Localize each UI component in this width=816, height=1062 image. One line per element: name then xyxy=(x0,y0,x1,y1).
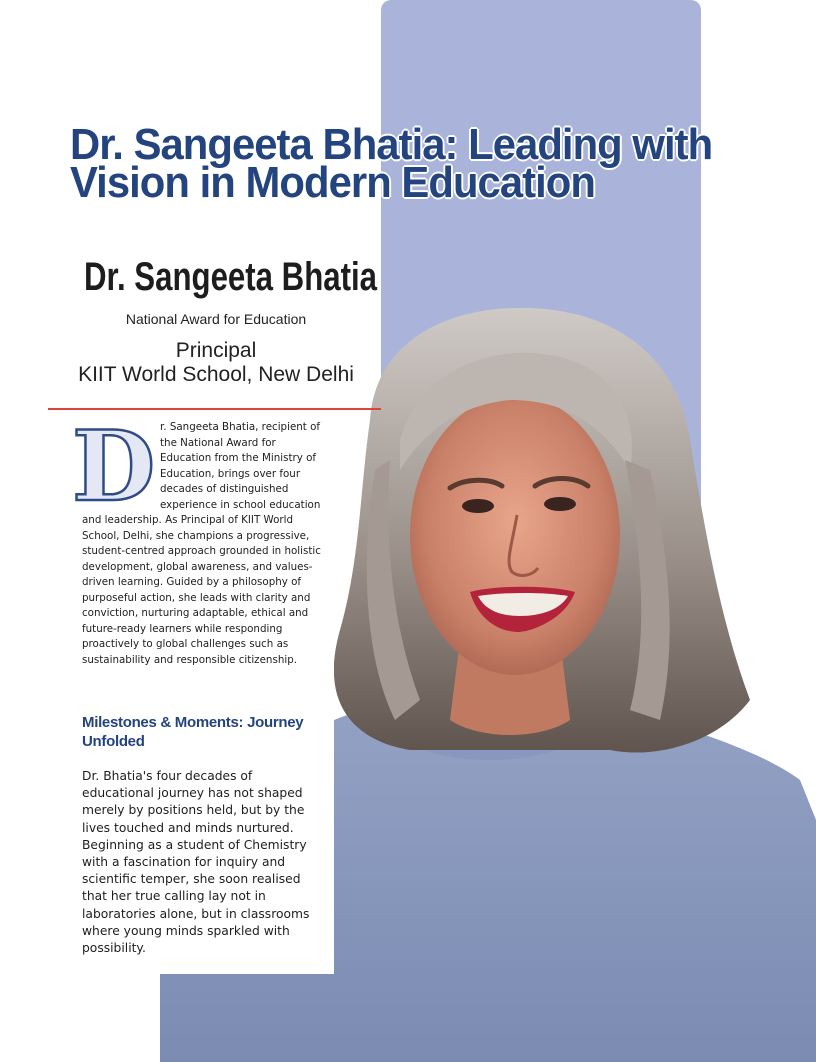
section-paragraph: Dr. Bhatia's four decades of educational journey has not shaped merely by positions held, but by the lives touched and minds nurtured. Beginning as a student of Chemistry with a fascination for inquiry and scientific temper, she soon realised that her true calling lay not in laboratories alone, but in classrooms where young minds sparkled with possibility. xyxy=(82,769,310,956)
intro-text: r. Sangeeta Bhatia, recipient of the National Award for Education from the Ministry of Education, brings over four decades of distinguished experience in school education and leadership. As Principal of KIIT World School, Delhi, she champions a progressive, student-centred approach grounded in holistic development, global awareness, and values-driven learning. Guided by a philosophy of purposeful action, she leads with clarity and conviction, nurturing adaptable, ethical and future-ready learners while responding proactively to global challenges such as sustainability and responsible citizenship. xyxy=(82,421,321,666)
award-caption: National Award for Education xyxy=(125,311,307,327)
section-divider xyxy=(48,408,381,410)
role-block xyxy=(50,339,382,387)
headline-line-2: Vision in Modern Education xyxy=(70,158,595,207)
headline-line-1: Dr. Sangeeta Bhatia: Leading with xyxy=(70,120,713,169)
section-heading: Milestones & Moments: Journey Unfolded xyxy=(82,714,304,750)
person-name: Dr. Sangeeta Bhatia xyxy=(84,255,378,299)
intro-paragraph xyxy=(82,420,324,668)
role-title: Principal xyxy=(175,339,257,362)
article-headline xyxy=(70,120,735,207)
institution-name: KIIT World School, New Delhi xyxy=(78,363,354,386)
drop-cap-letter: D xyxy=(72,420,156,506)
